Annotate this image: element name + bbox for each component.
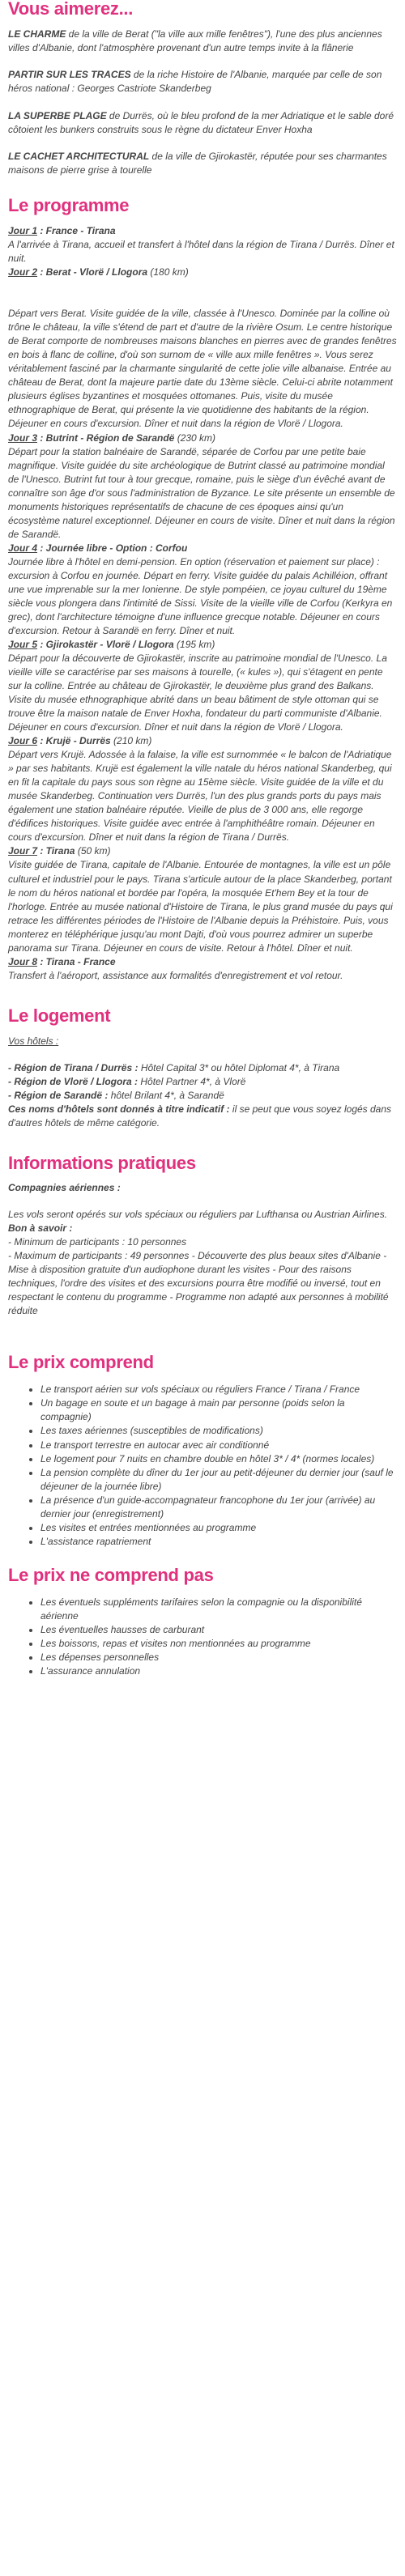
intro-title: Vous aimerez... (8, 0, 134, 19)
day-heading (8, 734, 397, 748)
logement-title: Le logement (8, 1005, 111, 1026)
day-body: Visite guidée de Tirana, capitale de l'Albanie. Entourée de montagnes, la ville est un pôle culturel et industriel pour le pays. Tirana s'articule autour de la place Skanderbeg, portant le nom du héros national et bordée par l'opéra, la mosquée Et'hem Bey et la tour de l'horloge. Entrée au musée national d'Histoire de Tirana, le plus grand musée du pays qui retrace les différentes périodes de l'Histoire de l'Albanie depuis la Préhistoire. Puis, vous monterez en téléphérique jusqu'au mont Dajti, d'où vous pourrez admirer un superbe panorama sur Tirana. Déjeuner en cours de visite. Retour à l'hôtel. Dîner et nuit. (8, 859, 393, 954)
day-name: : Gjirokastër - Vlorë / Llogora (37, 638, 174, 650)
airlines-label: Compagnies aériennes : (8, 1181, 121, 1193)
logement-note-text: il se peut que vous soyez logés dans d'autres hôtels de même catégorie. (8, 1103, 392, 1129)
day-name: : Krujë - Durrës (37, 735, 111, 747)
hotel-region: - Région de Vlorë / Llogora : (8, 1076, 139, 1088)
inclus-item: • La présence d'un guide-accompagnateur francophone du 1er jour (arrivée) au dernier jour (enregistrement) (40, 1494, 397, 1521)
hotel-name: Hôtel Capital 3* ou hôtel Diplomat 4*, à Tirana (138, 1062, 340, 1074)
infos-block (8, 1181, 397, 1318)
exclus-item: • L'assurance annulation (40, 1664, 397, 1678)
intro-item-text: de la ville de Gjirokastër, réputée pour ses charmantes maisons de pierre grise à tourelle (8, 150, 387, 176)
inclus-item: • La pension complète du dîner du 1er jour au petit-déjeuner du dernier jour (sauf le déjeuner de la journée libre) (40, 1466, 397, 1494)
exclus-list (8, 1596, 397, 1678)
inclus-list (8, 1383, 397, 1548)
logement-note-lead: Ces noms d'hôtels sont donnés à titre indicatif : (8, 1103, 230, 1116)
exclus-item: • Les éventuels suppléments tarifaires selon la compagnie ou la disponibilité aérienne (40, 1596, 397, 1623)
day-heading (8, 542, 397, 555)
exclus-item: • Les éventuelles hausses de carburant (40, 1623, 397, 1637)
hotel-list (8, 1061, 397, 1103)
day-distance: (230 km) (174, 431, 216, 444)
day-distance: (180 km) (147, 266, 189, 278)
day-label: Jour 3 (8, 431, 38, 444)
logement-note (8, 1103, 397, 1130)
day-label: Jour 1 (8, 225, 38, 237)
know-label: Bon à savoir : (8, 1222, 73, 1234)
hotel-item (8, 1089, 397, 1103)
intro-item (8, 150, 397, 177)
day-heading (8, 955, 397, 969)
day-label: Jour 6 (8, 735, 38, 747)
day-heading (8, 638, 397, 652)
day-distance: (50 km) (75, 845, 111, 857)
logement-block (8, 1035, 397, 1130)
exclus-title: Le prix ne comprend pas (8, 1564, 214, 1585)
programme-list (8, 224, 397, 983)
intro-item-lead: PARTIR SUR LES TRACES (8, 69, 131, 81)
intro-item-text: de Durrës, où le bleu profond de la mer Adriatique et le sable doré côtoient les bunkers construits sous le règne du dictateur Enver Hoxha (8, 109, 394, 135)
hotel-name: Hôtel Partner 4*, à Vlorë (138, 1076, 246, 1088)
day-name: : France - Tirana (37, 225, 116, 237)
intro-item (8, 28, 397, 55)
hotel-region: - Région de Tirana / Durrës : (8, 1062, 139, 1074)
hotel-item (8, 1075, 397, 1089)
programme-title: Le programme (8, 194, 130, 215)
day-body: A l'arrivée à Tirana, accueil et transfert à l'hôtel dans la région de Tirana / Durrës. Dîner et nuit. (8, 239, 394, 265)
day-body: Transfert à l'aéroport, assistance aux formalités d'enregistrement et vol retour. (8, 969, 343, 981)
day-label: Jour 7 (8, 845, 38, 857)
inclus-item: • Les visites et entrées mentionnées au programme (40, 1521, 397, 1535)
intro-item-lead: LA SUPERBE PLAGE (8, 109, 107, 121)
day-heading (8, 844, 397, 858)
day-name: : Berat - Vlorë / Llogora (37, 266, 148, 278)
inclus-item: • Le transport terrestre en autocar avec air conditionné (40, 1439, 397, 1452)
exclus-item: • Les dépenses personnelles (40, 1651, 397, 1664)
inclus-item: • Un bagage en soute et un bagage à main par personne (poids selon la compagnie) (40, 1396, 397, 1424)
day-body: Départ vers Berat. Visite guidée de la ville, classée à l'Unesco. Dominée par la colline où trône le château, la ville s'étend de part et d'autre de la rivière Osum. Le centre historique de Berat comporte de nombreuses maisons blanches en pierres avec de grandes fenêtres en bois à flanc de colline, d'où son surnom de « ville aux mille fenêtres ». Vous serez véritablement fasciné par la charmante singularité de cette jolie ville albanaise. Entrée au château de Berat, dont la majeure partie date du 13ème siècle. Celui-ci abrite notamment plusieurs églises byzantines et mosquées ottomanes. Puis, visite du musée ethnographique de Berat, qui présente la vie quotidienne des habitants de la région. Déjeuner en cours d'excursion. Dîner et nuit dans la région de Vlorë / Llogora. (8, 308, 397, 430)
day-body: Journée libre à l'hôtel en demi-pension. En option (réservation et paiement sur place) : excursion à Corfou en journée. Départ en ferry. Visite guidée du palais Achilléion, offrant une vue imprenable sur la mer Ionienne. De style pompéien, ce joyau culturel du 19ème siècle vous plongera dans l'intimité de Sissi. Visite de la vieille ville de Corfou (Kerkyra en grec), dont l'architecture témoigne d'une influence grecque notable. Déjeuner en cours d'excursion. Retour à Sarandë en ferry. Dîner et nuit. (8, 555, 393, 636)
day-heading (8, 266, 397, 279)
exclus-item: • Les boissons, repas et visites non mentionnées au programme (40, 1637, 397, 1651)
intro-item-lead: LE CHARME (8, 28, 66, 40)
day-body: Départ vers Krujë. Adossée à la falaise, la ville est surnommée « le balcon de l'Adriatique » par ses habitants. Krujë est également la ville natale du héros national Skanderbeg, qui en fit la capitale du pays sous son règne au 15ème siècle. Visite guidée de la ville et du musée Skanderbeg. Continuation vers Durrës, l'un des plus grands ports du pays mais également une station balnéaire réputée. Vieille de plus de 3 000 ans, elle regorge d'édifices historiques. Visite guidée avec entrée à l'amphithéâtre romain. Déjeuner en cours d'excursion. Dîner et nuit dans la région de Tirana / Durrës. (8, 749, 392, 844)
inclus-item: • L'assistance rapatriement (40, 1535, 397, 1549)
know-text: - Minimum de participants : 10 personnes - Maximum de participants : 49 personnes - Découverte des plus beaux sites d'Albanie - Mise à disposition gratuite d'un audiophone durant les visites - Pour des raisons techniques, l'ordre des visites et des excursions pourra être modifié ou inversé, tout en respectant le contenu du programme - Programme non adapté aux personnes à mobilité réduite (8, 1235, 389, 1316)
day-label: Jour 8 (8, 955, 38, 967)
day-body: Départ pour la station balnéaire de Sarandë, séparée de Corfou par une petite baie magnifique. Visite guidée du site archéologique de Butrint classé au patrimoine mondial de l'Unesco. Butrint fut tour à tour grecque, romaine, puis le siège d'un évêché avant de connaître son âge d'or sous l'administration de Byzance. Le site présente un ensemble de monuments historiques représentatifs de chacune de ces époques ainsi qu'un écosystème naturel exceptionnel. Déjeuner en cours de visite. Dîner et nuit dans la région de Sarandë. (8, 445, 395, 540)
day-label: Jour 2 (8, 266, 38, 278)
hotel-region: - Région de Sarandë : (8, 1090, 109, 1102)
intro-list (8, 28, 397, 176)
intro-item-text: de la riche Histoire de l'Albanie, marquée par celle de son héros national : Georges Castriote Skanderbeg (8, 69, 382, 95)
day-heading (8, 224, 397, 238)
logement-subtitle: Vos hôtels : (8, 1035, 59, 1048)
day-name: : Tirana (37, 845, 75, 857)
day-distance: (195 km) (173, 638, 215, 650)
intro-item-lead: LE CACHET ARCHITECTURAL (8, 150, 150, 162)
day-heading (8, 431, 397, 445)
day-distance: (210 km) (110, 735, 152, 747)
inclus-title: Le prix comprend (8, 1352, 154, 1372)
inclus-item: • Le logement pour 7 nuits en chambre double en hôtel 3* / 4* (normes locales) (40, 1452, 397, 1466)
inclus-item: • Les taxes aériennes (susceptibles de modifications) (40, 1424, 397, 1438)
day-name: : Butrint - Région de Sarandë (37, 431, 175, 444)
day-name: : Tirana - France (37, 955, 116, 967)
intro-item-text: de la ville de Berat ("la ville aux mille fenêtres"), l'une des plus anciennes villes d'Albanie, dont l'atmosphère provenant d'un autre temps invite à la flânerie (8, 28, 382, 54)
day-body: Départ pour la découverte de Gjirokastër, inscrite au patrimoine mondial de l'Unesco. La vieille ville se caractérise par ses maisons à tourelle, (« kules »), qui s'étagent en pente sur la colline. Entrée au château de Gjirokastër, le deuxième plus grand des Balkans. Visite du musée ethnographique abrité dans un beau bâtiment de style ottoman qui se trouve être la maison natale de Enver Hoxha, fondateur du parti communiste d'Albanie. Déjeuner en cours d'excursion. Dîner et nuit dans la région de Vlorë / Llogora. (8, 653, 387, 733)
hotel-item (8, 1061, 397, 1075)
day-label: Jour 5 (8, 638, 38, 650)
hotel-name: hôtel Brilant 4*, à Sarandë (108, 1090, 224, 1102)
airlines-text: Les vols seront opérés sur vols spéciaux ou réguliers par Lufthansa ou Austrian Airlines. (8, 1208, 388, 1220)
day-label: Jour 4 (8, 542, 38, 554)
infos-title: Informations pratiques (8, 1153, 196, 1174)
intro-item (8, 68, 397, 96)
intro-item (8, 109, 397, 137)
day-name: : Journée libre - Option : Corfou (37, 542, 188, 554)
inclus-item: • Le transport aérien sur vols spéciaux ou réguliers France / Tirana / France (40, 1383, 397, 1396)
